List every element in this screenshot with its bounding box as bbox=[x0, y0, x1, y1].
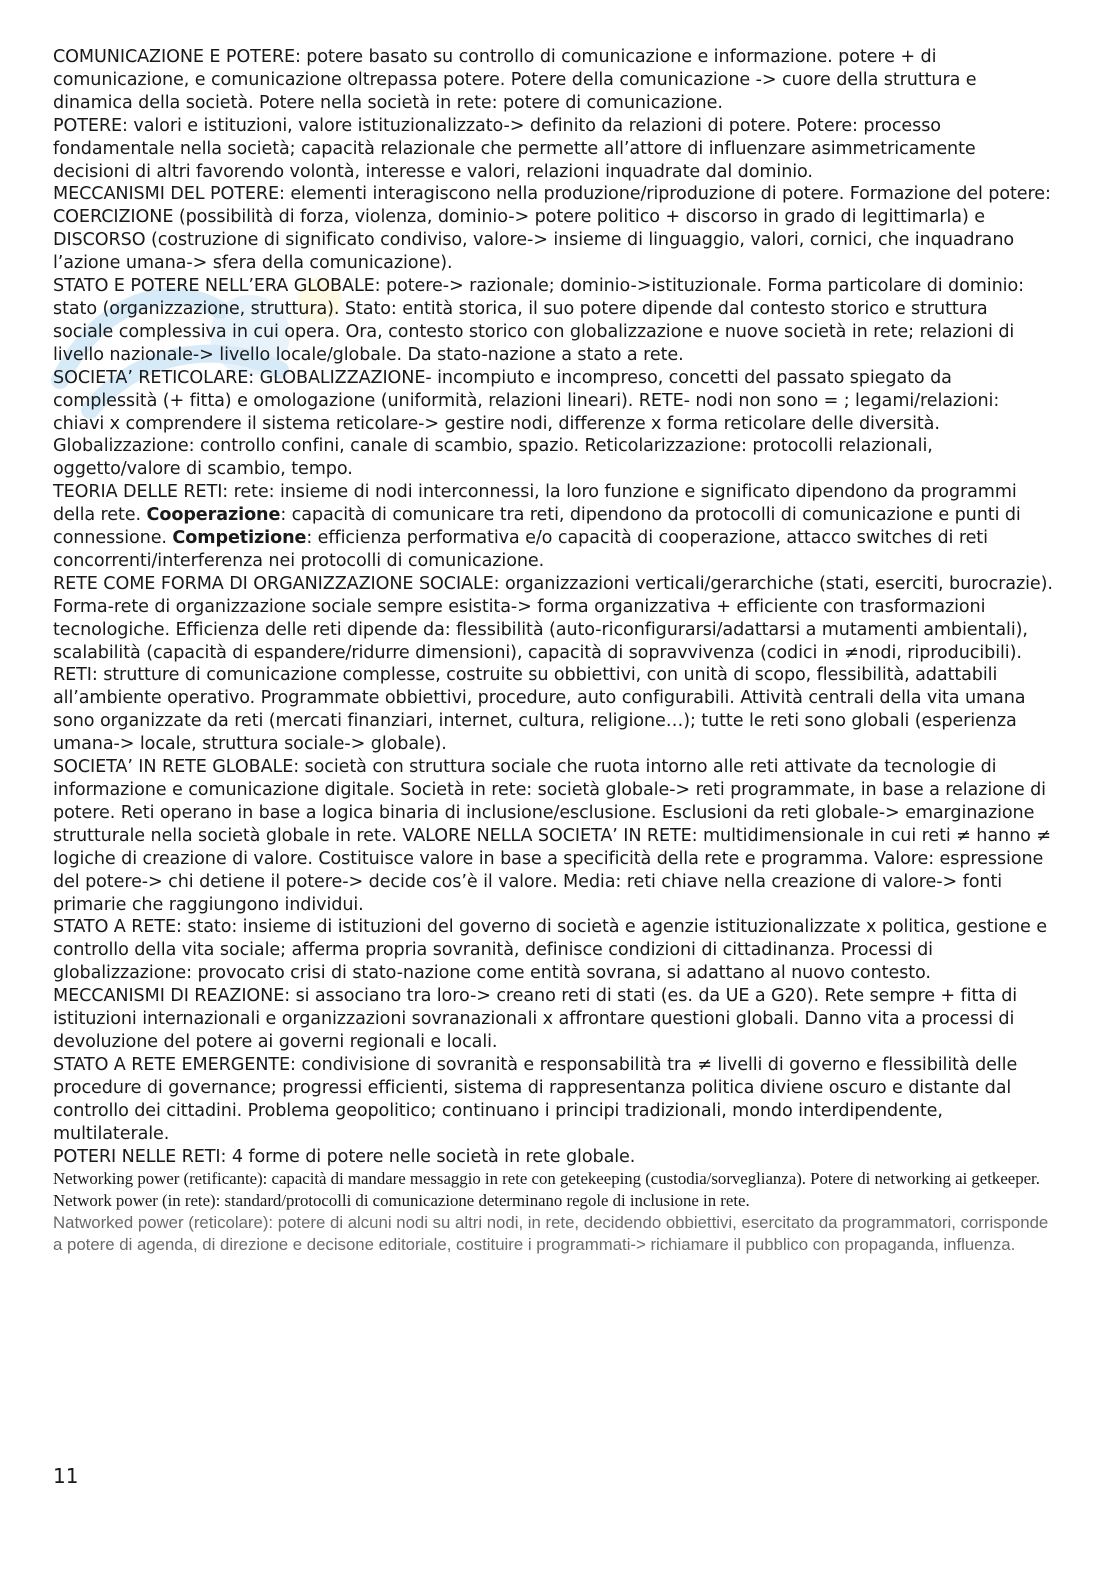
paragraph-natworked-power: Natworked power (reticolare): potere di alcuni nodi su altri nodi, in rete, decidendo obbiettivi, esercitato da programmatori, corrisponde a potere di agenda, di direzione e decisone editoriale, costituire i programmati-> richiamare il pubblico con propaganda, influenza. bbox=[53, 1213, 1049, 1255]
paragraph-comunicazione-potere: COMUNICAZIONE E POTERE: potere basato su controllo di comunicazione e informazione. potere + di comunicazione, e comunicazione oltrepassa potere. Potere della comunicazione -> cuore della struttura e dinamica della società. Potere nella società in rete: potere di comunicazione. bbox=[53, 47, 977, 113]
paragraph-network-power: Network power (in rete): standard/protocolli di comunicazione determinano regole di inclusione in rete. bbox=[53, 1191, 750, 1211]
paragraph-potere: POTERE: valori e istituzioni, valore istituzionalizzato-> definito da relazioni di potere. Potere: processo fondamentale nella società; capacità relazionale che permette all’attore di influenzare asimmetricamente decisioni di altri favorendo volontà, interesse e valori, relazioni inquadrate dal dominio. bbox=[53, 115, 976, 182]
paragraph-societa-rete-globale: SOCIETA’ IN RETE GLOBALE: società con struttura sociale che ruota intorno alle reti attivate da tecnologie di informazione e comunicazione digitale. Società in rete: società globale-> reti programmate, in base a relazione di potere. Reti operano in base a logica binaria di inclusione/esclusione. Esclusioni da reti globale-> emarginazione strutturale nella società globale in rete. VALORE NELLA SOCIETA’ IN RETE: multidimensionale in cui reti ≠ hanno ≠ logiche di creazione di valore. Costituisce valore in base a specificità della rete e programma. Valore: espressione del potere-> chi detiene il potere-> decide cos’è il valore. Media: reti chiave nella creazione di valore-> fonti primarie che raggiungono individui. bbox=[53, 757, 1051, 915]
competizione-term: Competizione bbox=[172, 528, 307, 549]
paragraph-rete-organizzazione: RETE COME FORMA DI ORGANIZZAZIONE SOCIALE: organizzazioni verticali/gerarchiche (stati, eserciti, burocrazie). Forma-rete di organizzazione sociale sempre esistita-> forma organizzativa + efficiente con trasformazioni tecnologiche. Efficienza delle reti dipende da: flessibilità (auto-riconfigurarsi/adattarsi a mutamenti ambientali), scalabilità (capacità di espandere/ridurre dimensioni), capacità di sopravvivenza (codici in ≠nodi, riproducibili). RETI: strutture di comunicazione complesse, costruite su obbiettivi, con unità di scopo, flessibilità, adattabili all’ambiente operativo. Programmate obbiettivi, procedure, auto configurabili. Attività centrali della vita umana sono organizzate da reti (mercati finanziari, internet, cultura, religione…); tutte le reti sono globali (esperienza umana-> locale, struttura sociale-> globale). bbox=[53, 573, 1053, 755]
paragraph-poteri-reti: POTERI NELLE RETI: 4 forme di potere nelle società in rete globale. bbox=[53, 1146, 636, 1167]
page-number: 11 bbox=[53, 1464, 79, 1488]
paragraph-societa-reticolare: SOCIETA’ RETICOLARE: GLOBALIZZAZIONE- incompiuto e incompreso, concetti del passato spiegato da complessità (+ fitta) e omologazione (uniformità, relazioni lineari). RETE- nodi non sono = ; legami/relazioni: chiavi x comprendere il sistema reticolare-> gestire nodi, differenze x forma reticolare delle diversità. Globalizzazione: controllo confini, canale di scambio, spazio. Reticolarizzazione: protocolli relazionali, oggetto/valore di scambio, tempo. bbox=[53, 367, 1000, 480]
paragraph-stato-rete-emergente: STATO A RETE EMERGENTE: condivisione di sovranità e responsabilità tra ≠ livelli di governo e flessibilità delle procedure di governance; progressi efficienti, sistema di rappresentanza politica diviene oscuro e distante dal controllo dei cittadini. Problema geopolitico; continuano i principi tradizionali, mondo interdipendente, multilaterale. bbox=[53, 1054, 1018, 1144]
paragraph-stato-potere: STATO E POTERE NELL’ERA GLOBALE: potere-> razionale; dominio->istituzionale. Forma particolare di dominio: stato (organizzazione, struttura). Stato: entità storica, il suo potere dipende dal contesto storico e struttura sociale complessiva in cui opera. Ora, contesto storico con globalizzazione e nuove società in rete; relazioni di livello nazionale-> livello locale/globale. Da stato-nazione a stato a rete. bbox=[53, 276, 1024, 365]
teoria-reti-text-c: : capacità di comunicare tra reti, dipendono da protocolli di comunicazione e punti di connessione. bbox=[53, 505, 1021, 549]
teoria-reti-text-a: TEORIA DELLE RETI: rete: insieme di nodi interconnessi, la loro funzione e significato dipendono da programmi della rete. bbox=[53, 482, 1017, 526]
paragraph-meccanismi-potere: MECCANISMI DEL POTERE: elementi interagiscono nella produzione/riproduzione di potere. Formazione del potere: COERCIZIONE (possibilità di forza, violenza, dominio-> potere politico + discorso in grado di legittimarla) e DISCORSO (costruzione di significato condiviso, valore-> insieme di linguaggio, valori, cornici, che inquadrano l’azione umana-> sfera della comunicazione). bbox=[53, 184, 1051, 274]
paragraph-stato-a-rete: STATO A RETE: stato: insieme di istituzioni del governo di società e agenzie istituzionalizzate x politica, gestione e controllo della vita sociale; afferma propria sovranità, definisce condizioni di cittadinanza. Processi di globalizzazione: provocato crisi di stato-nazione come entità sovrana, si adattano al nuovo contesto. bbox=[53, 917, 1047, 984]
paragraph-teoria-reti bbox=[53, 481, 1053, 573]
paragraph-networking-power: Networking power (retificante): capacità di mandare messaggio in rete con getekeeping (custodia/sorveglianza). Potere di networking ai getkeeper. bbox=[53, 1169, 1040, 1189]
document-body bbox=[53, 46, 1053, 1256]
cooperazione-term: Cooperazione bbox=[146, 505, 281, 526]
paragraph-meccanismi-reazione: MECCANISMI DI REAZIONE: si associano tra loro-> creano reti di stati (es. da UE a G20). Rete sempre + fitta di istituzioni internazionali e organizzazioni sovranazionali x affrontare questioni globali. Danno vita a processi di devoluzione del potere ai governi regionali e locali. bbox=[53, 986, 1018, 1052]
teoria-reti-text-d: : efficienza performativa e/o capacità di cooperazione, attacco switches di reti concorrenti/interferenza nei protocolli di comunicazione. bbox=[53, 528, 988, 571]
